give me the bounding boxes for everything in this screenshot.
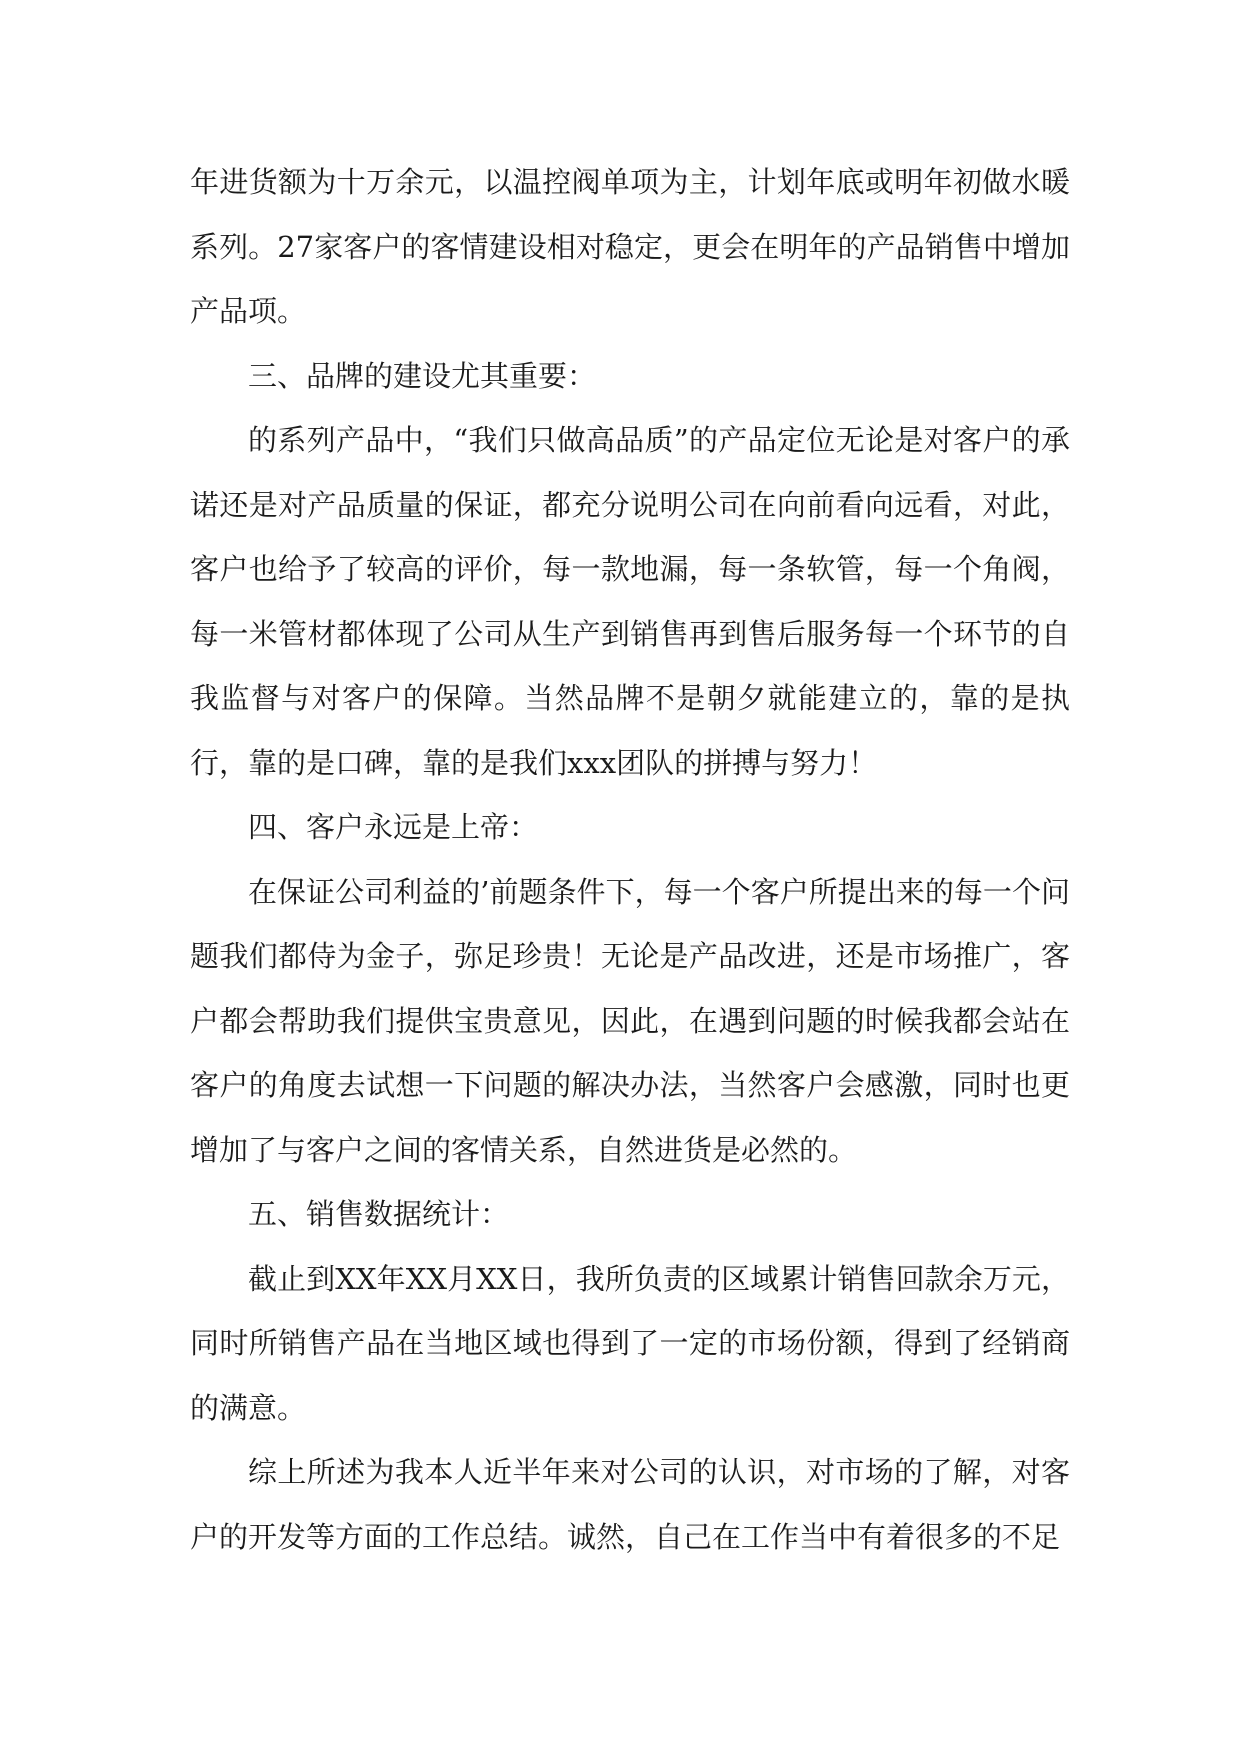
paragraph-customer-first: 在保证公司利益的’前题条件下，每一个客户所提出来的每一个问题我们都侍为金子，弥足珍贵！无论是产品改进，还是市场推广，客户都会帮助我们提供宝贵意见，因此，在遇到问题的时候我都会站在客户的角度去试想一下问题的解决办法，当然客户会感激，同时也更增加了与客户之间的客情关系，自然进货是必然的。 xyxy=(190,874,1070,1167)
heading-customer-first: 四、客户永远是上帝： xyxy=(248,810,539,844)
paragraph-continuation: 年进货额为十万余元，以温控阀单项为主，计划年底或明年初做水暖系列。27家客户的客情建设相对稳定，更会在明年的产品销售中增加产品项。 xyxy=(190,165,1070,328)
document-body xyxy=(190,150,1070,1569)
paragraph-sales-statistics: 截止到XX年XX月XX日，我所负责的区域累计销售回款余万元，同时所销售产品在当地区域也得到了一定的市场份额，得到了经销商的满意。 xyxy=(190,1261,1070,1425)
paragraph-summary: 综上所述为我本人近半年来对公司的认识，对市场的了解，对客户的开发等方面的工作总结。诚然，自己在工作当中有着很多的不足 xyxy=(190,1455,1070,1554)
heading-sales-statistics: 五、销售数据统计： xyxy=(248,1197,510,1231)
paragraph-brand-building: 的系列产品中，“我们只做高品质”的产品定位无论是对客户的承诺还是对产品质量的保证，都充分说明公司在向前看向远看，对此，客户也给予了较高的评价，每一款地漏，每一条软管，每一个角阀，每一米管材都体现了公司从生产到销售再到售后服务每一个环节的自我监督与对客户的保障。当然品牌不是朝夕就能建立的，靠的是执行，靠的是口碑，靠的是我们xxx团队的拼搏与努力！ xyxy=(190,423,1070,780)
heading-brand-building: 三、品牌的建设尤其重要： xyxy=(248,358,597,393)
